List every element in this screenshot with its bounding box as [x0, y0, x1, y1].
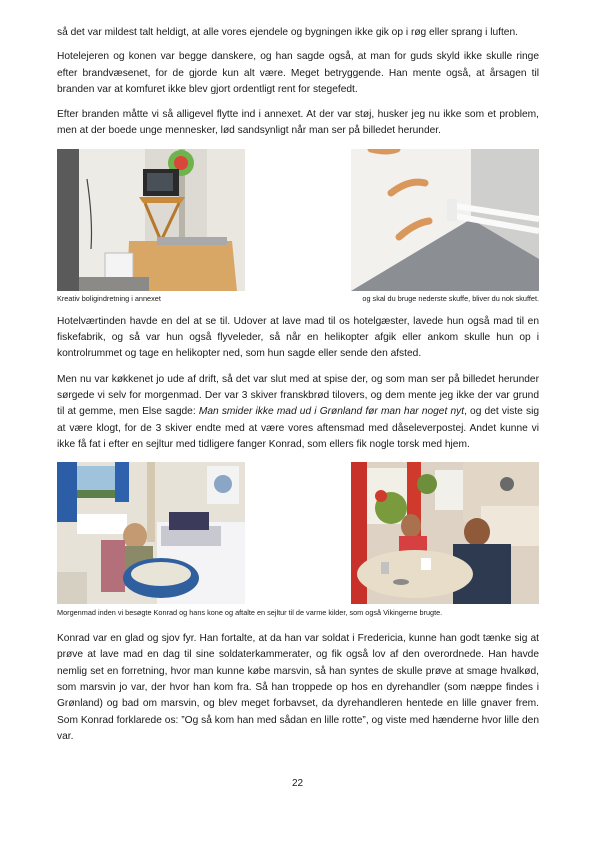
paragraph — [57, 372, 539, 453]
photo-row-annex — [57, 149, 539, 305]
paragraph-text: Men nu var køkkenet jo ude af drift, så det var slut med at spise der, og som man ser på billedet herunder sørgede vi selv for morgenmad. Der var 3 skiver franskbrød tilovers, og dem mente jeg ikke der var grund til at gemme, men Else sagde: — [57, 373, 539, 418]
photo-breakfast-room — [57, 462, 245, 604]
page-number: 22 — [291, 778, 304, 789]
photo-row-breakfast — [57, 462, 539, 622]
paragraph: Konrad var en glad og sjov fyr. Han fortalte, at da han var soldat i Fredericia, kunne han godt tænke sig at prøve at lave mad en dag til sine soldaterkammerater, og fik også lov af den overordnede. Han havde nemlig set en forretning, hvor man kunne købe marsvin, så han syntes de skulle prøve at smage hvalkød, som marsvin jo var, der hvor han kom fra. Så han troppede op hos en dyrehandler (som næppe findes i Grønland) og bad om marsvin, og blev meget forbavset, da dyrehandleren hentede en lille gnaver frem. Som Konrad forklarede os: ”Og så kom han med sådan en lille rotte”, og viste med hænderne hvor lille den var. — [57, 633, 539, 742]
photo-annex-room — [57, 149, 245, 291]
photo-caption: Morgenmad inden vi besøgte Konrad og hans kone og aftalte en sejltur til de varme kilder, som også Vikingerne brugte. — [57, 608, 443, 618]
photo-caption: Kreativ boligindretning i annexet — [57, 293, 161, 303]
quote-text: Man smider ikke mad ud i Grønland før man har noget nyt — [198, 406, 465, 418]
paragraph: Hotelværtinden havde en del at se til. Udover at lave mad til os hotelgæster, lavede hun også mad til en fiskefabrik, og så var hun også flyveleder, så når en helikopter afgik eller ankom skulle hun op i kontrolrummet og tage en helikopter ned, som hun sagde eller sende den afsted. — [57, 315, 539, 360]
paragraph: så det var mildest talt heldigt, at alle vores ejendele og bygningen ikke gik op i røg eller sprang i luften. — [57, 27, 518, 38]
paragraph-text: , og det viste sig at være klogt, for de 3 skiver endte med at være vores aftensmad med dåseleverpostej. Andet kunne vi ikke få fat i efter en sejltur med tidligere fanger Konrad, som ellers fik nogle torsk med hjem. — [57, 406, 539, 450]
photo-drawers — [351, 149, 539, 291]
paragraph: Hotelejeren og konen var begge danskere, og han sagde også, at man for guds skyld ikke skulle ringe efter brandvæsenet, for de gjorde kun alt være. Meget betryggende. Han mente også, at årsagen til branden var at komfuret ikke blev gjort ordentligt rent for stegefedt. — [57, 51, 539, 95]
photo-caption: og skal du bruge nederste skuffe, bliver du nok skuffet. — [362, 293, 539, 303]
document-page — [57, 25, 539, 754]
photo-visit-konrad — [351, 462, 539, 604]
paragraph: Efter branden måtte vi så alligevel flytte ind i annexet. At der var støj, husker jeg nu ikke som et problem, men at der boede unge mennesker, lød sandsynligt når man ser på billedet herunder. — [57, 109, 539, 137]
